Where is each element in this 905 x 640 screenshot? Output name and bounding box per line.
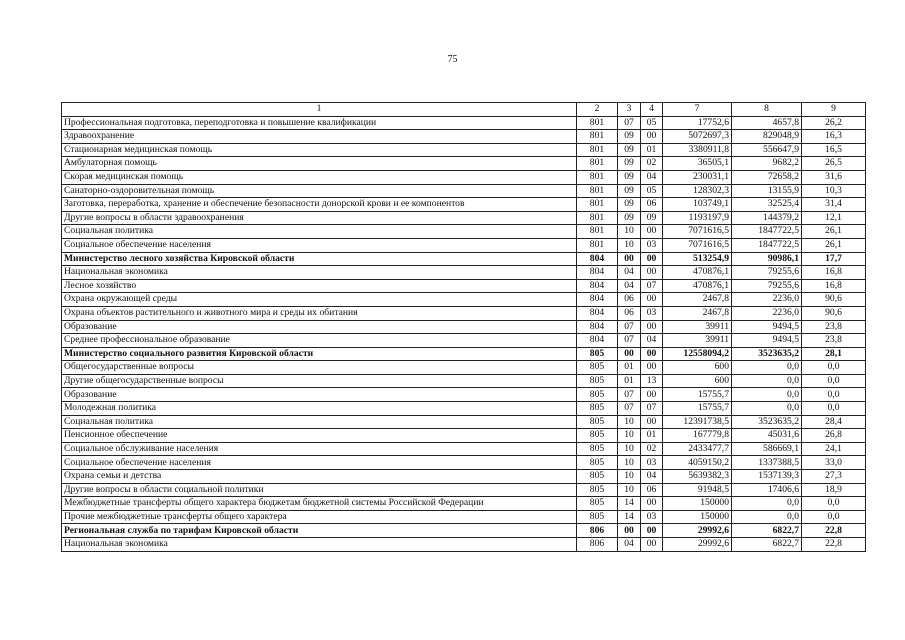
row-plan-cell: 29992,6: [663, 524, 732, 538]
row-code-cell: 801: [577, 143, 618, 157]
row-section-cell: 04: [618, 279, 641, 293]
row-plan-cell: 167779,8: [663, 429, 732, 443]
row-subsection-cell: 00: [641, 388, 663, 402]
row-section-cell: 01: [618, 374, 641, 388]
row-code-cell: 805: [577, 497, 618, 511]
row-percent-cell: 16,5: [802, 143, 866, 157]
row-actual-cell: 2236,0: [732, 293, 802, 307]
row-plan-cell: 17752,6: [663, 116, 732, 130]
row-percent-cell: 90,6: [802, 293, 866, 307]
row-subsection-cell: 00: [641, 497, 663, 511]
row-section-cell: 07: [618, 116, 641, 130]
row-percent-cell: 26,8: [802, 429, 866, 443]
table-row: [62, 225, 866, 239]
row-actual-cell: 9494,5: [732, 320, 802, 334]
row-name-cell: Национальная экономика: [62, 266, 577, 280]
row-section-cell: 10: [618, 429, 641, 443]
row-percent-cell: 33,0: [802, 456, 866, 470]
table-row: [62, 116, 866, 130]
row-plan-cell: 513254,9: [663, 252, 732, 266]
row-subsection-cell: 00: [641, 225, 663, 239]
row-percent-cell: 10,3: [802, 184, 866, 198]
row-code-cell: 801: [577, 184, 618, 198]
table-row: [62, 347, 866, 361]
row-subsection-cell: 13: [641, 374, 663, 388]
row-actual-cell: 9682,2: [732, 157, 802, 171]
row-section-cell: 04: [618, 538, 641, 552]
row-plan-cell: 3380911,8: [663, 143, 732, 157]
row-percent-cell: 0,0: [802, 402, 866, 416]
row-subsection-cell: 03: [641, 306, 663, 320]
row-code-cell: 801: [577, 116, 618, 130]
row-actual-cell: 4657,8: [732, 116, 802, 130]
row-name-cell: Социальное обслуживание населения: [62, 442, 577, 456]
row-code-cell: 801: [577, 198, 618, 212]
row-section-cell: 04: [618, 266, 641, 280]
row-actual-cell: 13155,9: [732, 184, 802, 198]
row-plan-cell: 600: [663, 374, 732, 388]
row-percent-cell: 31,4: [802, 198, 866, 212]
row-plan-cell: 39911: [663, 334, 732, 348]
row-actual-cell: 79255,6: [732, 266, 802, 280]
row-percent-cell: 16,3: [802, 130, 866, 144]
row-section-cell: 06: [618, 293, 641, 307]
row-actual-cell: 1537139,3: [732, 470, 802, 484]
row-percent-cell: 23,8: [802, 334, 866, 348]
row-section-cell: 10: [618, 442, 641, 456]
table-row: [62, 130, 866, 144]
row-actual-cell: 0,0: [732, 510, 802, 524]
row-section-cell: 14: [618, 510, 641, 524]
row-subsection-cell: 01: [641, 429, 663, 443]
row-percent-cell: 27,3: [802, 470, 866, 484]
row-section-cell: 10: [618, 456, 641, 470]
row-plan-cell: 39911: [663, 320, 732, 334]
row-code-cell: 804: [577, 279, 618, 293]
row-percent-cell: 22,8: [802, 538, 866, 552]
row-code-cell: 805: [577, 470, 618, 484]
row-actual-cell: 45031,6: [732, 429, 802, 443]
column-header: 7: [663, 103, 732, 117]
row-actual-cell: 3523635,2: [732, 415, 802, 429]
row-code-cell: 805: [577, 402, 618, 416]
column-header: 3: [618, 103, 641, 117]
row-section-cell: 09: [618, 157, 641, 171]
table-row: [62, 266, 866, 280]
row-name-cell: Профессиональная подготовка, переподготовка и повышение квалификации: [62, 116, 577, 130]
table-row: [62, 252, 866, 266]
row-name-cell: Среднее профессиональное образование: [62, 334, 577, 348]
row-name-cell: Амбулаторная помощь: [62, 157, 577, 171]
row-plan-cell: 4059150,2: [663, 456, 732, 470]
row-percent-cell: 31,6: [802, 170, 866, 184]
row-name-cell: Другие общегосударственные вопросы: [62, 374, 577, 388]
row-name-cell: Здравоохранение: [62, 130, 577, 144]
row-plan-cell: 2467,8: [663, 293, 732, 307]
row-code-cell: 801: [577, 225, 618, 239]
row-code-cell: 804: [577, 306, 618, 320]
row-section-cell: 07: [618, 402, 641, 416]
row-name-cell: Заготовка, переработка, хранение и обеспечение безопасности донорской крови и ее компонентов: [62, 198, 577, 212]
row-subsection-cell: 09: [641, 211, 663, 225]
row-subsection-cell: 03: [641, 456, 663, 470]
row-section-cell: 07: [618, 388, 641, 402]
row-subsection-cell: 01: [641, 143, 663, 157]
column-header: 2: [577, 103, 618, 117]
row-actual-cell: 1847722,5: [732, 238, 802, 252]
row-name-cell: Образование: [62, 388, 577, 402]
row-plan-cell: 470876,1: [663, 266, 732, 280]
table-row: [62, 524, 866, 538]
table-row: [62, 361, 866, 375]
row-code-cell: 805: [577, 388, 618, 402]
row-code-cell: 801: [577, 130, 618, 144]
table-row: [62, 429, 866, 443]
row-subsection-cell: 06: [641, 483, 663, 497]
row-name-cell: Охрана объектов растительного и животного мира и среды их обитания: [62, 306, 577, 320]
row-name-cell: Прочие межбюджетные трансферты общего характера: [62, 510, 577, 524]
table-row: [62, 388, 866, 402]
table-row: [62, 143, 866, 157]
row-percent-cell: 26,2: [802, 116, 866, 130]
table-row: [62, 184, 866, 198]
row-actual-cell: 1337388,5: [732, 456, 802, 470]
row-percent-cell: 0,0: [802, 497, 866, 511]
row-code-cell: 801: [577, 170, 618, 184]
row-percent-cell: 12,1: [802, 211, 866, 225]
row-subsection-cell: 04: [641, 470, 663, 484]
row-section-cell: 09: [618, 184, 641, 198]
row-subsection-cell: 00: [641, 538, 663, 552]
row-name-cell: Охрана семьи и детства: [62, 470, 577, 484]
row-code-cell: 804: [577, 266, 618, 280]
row-actual-cell: 0,0: [732, 374, 802, 388]
row-name-cell: Социальная политика: [62, 225, 577, 239]
row-name-cell: Санаторно-оздоровительная помощь: [62, 184, 577, 198]
row-plan-cell: 12558094,2: [663, 347, 732, 361]
budget-table: [61, 102, 866, 552]
row-actual-cell: 556647,9: [732, 143, 802, 157]
table-row: [62, 306, 866, 320]
row-plan-cell: 7071616,5: [663, 238, 732, 252]
row-name-cell: Молодежная политика: [62, 402, 577, 416]
row-actual-cell: 6822,7: [732, 524, 802, 538]
row-actual-cell: 0,0: [732, 402, 802, 416]
row-percent-cell: 26,5: [802, 157, 866, 171]
row-section-cell: 07: [618, 320, 641, 334]
row-name-cell: Пенсионное обеспечение: [62, 429, 577, 443]
row-name-cell: Социальная политика: [62, 415, 577, 429]
row-section-cell: 06: [618, 306, 641, 320]
row-section-cell: 10: [618, 470, 641, 484]
row-percent-cell: 0,0: [802, 374, 866, 388]
table-row: [62, 198, 866, 212]
row-plan-cell: 15755,7: [663, 388, 732, 402]
row-section-cell: 14: [618, 497, 641, 511]
table-row: [62, 170, 866, 184]
table-row: [62, 415, 866, 429]
row-section-cell: 00: [618, 252, 641, 266]
row-percent-cell: 0,0: [802, 361, 866, 375]
row-subsection-cell: 07: [641, 402, 663, 416]
row-name-cell: Скорая медицинская помощь: [62, 170, 577, 184]
table-row: [62, 402, 866, 416]
row-section-cell: 09: [618, 198, 641, 212]
row-percent-cell: 18,9: [802, 483, 866, 497]
row-code-cell: 804: [577, 252, 618, 266]
row-actual-cell: 79255,6: [732, 279, 802, 293]
row-section-cell: 10: [618, 415, 641, 429]
table-row: [62, 238, 866, 252]
row-percent-cell: 90,6: [802, 306, 866, 320]
row-name-cell: Образование: [62, 320, 577, 334]
row-plan-cell: 150000: [663, 497, 732, 511]
row-name-cell: Общегосударственные вопросы: [62, 361, 577, 375]
row-actual-cell: 2236,0: [732, 306, 802, 320]
row-subsection-cell: 04: [641, 170, 663, 184]
row-subsection-cell: 00: [641, 293, 663, 307]
row-name-cell: Социальное обеспечение населения: [62, 238, 577, 252]
row-actual-cell: 1847722,5: [732, 225, 802, 239]
row-code-cell: 805: [577, 374, 618, 388]
row-plan-cell: 15755,7: [663, 402, 732, 416]
page-number: 75: [447, 54, 458, 65]
row-code-cell: 805: [577, 456, 618, 470]
row-percent-cell: 17,7: [802, 252, 866, 266]
row-code-cell: 801: [577, 211, 618, 225]
row-plan-cell: 600: [663, 361, 732, 375]
row-code-cell: 801: [577, 238, 618, 252]
row-section-cell: 10: [618, 225, 641, 239]
row-percent-cell: 0,0: [802, 388, 866, 402]
row-section-cell: 00: [618, 347, 641, 361]
table-row: [62, 320, 866, 334]
row-actual-cell: 586669,1: [732, 442, 802, 456]
row-percent-cell: 26,1: [802, 225, 866, 239]
row-name-cell: Лесное хозяйство: [62, 279, 577, 293]
row-subsection-cell: 00: [641, 320, 663, 334]
row-actual-cell: 0,0: [732, 388, 802, 402]
table-row: [62, 293, 866, 307]
row-percent-cell: 16,8: [802, 279, 866, 293]
row-plan-cell: 230031,1: [663, 170, 732, 184]
row-code-cell: 805: [577, 483, 618, 497]
row-section-cell: 10: [618, 238, 641, 252]
row-actual-cell: 72658,2: [732, 170, 802, 184]
row-code-cell: 801: [577, 157, 618, 171]
row-name-cell: Региональная служба по тарифам Кировской области: [62, 524, 577, 538]
row-actual-cell: 6822,7: [732, 538, 802, 552]
row-subsection-cell: 03: [641, 238, 663, 252]
column-header: 1: [62, 103, 577, 117]
row-plan-cell: 7071616,5: [663, 225, 732, 239]
table-row: [62, 157, 866, 171]
row-subsection-cell: 05: [641, 116, 663, 130]
row-name-cell: Социальное обеспечение населения: [62, 456, 577, 470]
row-section-cell: 07: [618, 334, 641, 348]
row-plan-cell: 2467,8: [663, 306, 732, 320]
row-code-cell: 804: [577, 293, 618, 307]
row-name-cell: Межбюджетные трансферты общего характера бюджетам бюджетной системы Российской Федерации: [62, 497, 577, 511]
row-actual-cell: 0,0: [732, 361, 802, 375]
row-section-cell: 00: [618, 524, 641, 538]
row-plan-cell: 12391738,5: [663, 415, 732, 429]
row-actual-cell: 829048,9: [732, 130, 802, 144]
row-subsection-cell: 04: [641, 334, 663, 348]
row-plan-cell: 29992,6: [663, 538, 732, 552]
row-plan-cell: 103749,1: [663, 198, 732, 212]
row-code-cell: 805: [577, 429, 618, 443]
row-subsection-cell: 00: [641, 361, 663, 375]
row-subsection-cell: 02: [641, 157, 663, 171]
table-row: [62, 538, 866, 552]
row-code-cell: 804: [577, 320, 618, 334]
row-subsection-cell: 03: [641, 510, 663, 524]
row-plan-cell: 470876,1: [663, 279, 732, 293]
row-name-cell: Стационарная медицинская помощь: [62, 143, 577, 157]
row-section-cell: 10: [618, 483, 641, 497]
row-name-cell: Другие вопросы в области социальной политики: [62, 483, 577, 497]
row-plan-cell: 91948,5: [663, 483, 732, 497]
row-subsection-cell: 00: [641, 415, 663, 429]
row-code-cell: 805: [577, 442, 618, 456]
table-row: [62, 334, 866, 348]
row-actual-cell: 9494,5: [732, 334, 802, 348]
row-percent-cell: 28,4: [802, 415, 866, 429]
row-subsection-cell: 06: [641, 198, 663, 212]
row-actual-cell: 144379,2: [732, 211, 802, 225]
row-subsection-cell: 05: [641, 184, 663, 198]
row-code-cell: 805: [577, 347, 618, 361]
row-code-cell: 805: [577, 361, 618, 375]
row-actual-cell: 0,0: [732, 497, 802, 511]
row-section-cell: 09: [618, 130, 641, 144]
row-plan-cell: 5072697,3: [663, 130, 732, 144]
row-subsection-cell: 00: [641, 266, 663, 280]
table-row: [62, 470, 866, 484]
row-code-cell: 805: [577, 415, 618, 429]
row-subsection-cell: 00: [641, 252, 663, 266]
column-header: 4: [641, 103, 663, 117]
table-row: [62, 497, 866, 511]
row-percent-cell: 26,1: [802, 238, 866, 252]
table-row: [62, 456, 866, 470]
row-plan-cell: 2433477,7: [663, 442, 732, 456]
row-name-cell: Другие вопросы в области здравоохранения: [62, 211, 577, 225]
row-subsection-cell: 07: [641, 279, 663, 293]
row-section-cell: 09: [618, 211, 641, 225]
row-code-cell: 805: [577, 510, 618, 524]
table-row: [62, 510, 866, 524]
row-plan-cell: 5639382,3: [663, 470, 732, 484]
row-percent-cell: 23,8: [802, 320, 866, 334]
row-actual-cell: 17406,6: [732, 483, 802, 497]
row-subsection-cell: 02: [641, 442, 663, 456]
table-row: [62, 374, 866, 388]
row-code-cell: 806: [577, 538, 618, 552]
row-section-cell: 01: [618, 361, 641, 375]
row-subsection-cell: 00: [641, 130, 663, 144]
row-code-cell: 806: [577, 524, 618, 538]
table-row: [62, 442, 866, 456]
row-subsection-cell: 00: [641, 524, 663, 538]
table-row: [62, 211, 866, 225]
column-header: 9: [802, 103, 866, 117]
row-name-cell: Охрана окружающей среды: [62, 293, 577, 307]
row-percent-cell: 16,8: [802, 266, 866, 280]
row-percent-cell: 28,1: [802, 347, 866, 361]
row-percent-cell: 24,1: [802, 442, 866, 456]
table-body: [62, 116, 866, 551]
row-code-cell: 804: [577, 334, 618, 348]
row-actual-cell: 90986,1: [732, 252, 802, 266]
row-actual-cell: 3523635,2: [732, 347, 802, 361]
row-plan-cell: 128302,3: [663, 184, 732, 198]
row-name-cell: Министерство лесного хозяйства Кировской области: [62, 252, 577, 266]
table-header-row: [62, 103, 866, 117]
row-subsection-cell: 00: [641, 347, 663, 361]
row-percent-cell: 22,8: [802, 524, 866, 538]
row-plan-cell: 1193197,9: [663, 211, 732, 225]
row-actual-cell: 32525,4: [732, 198, 802, 212]
row-section-cell: 09: [618, 170, 641, 184]
table-row: [62, 483, 866, 497]
row-section-cell: 09: [618, 143, 641, 157]
row-name-cell: Национальная экономика: [62, 538, 577, 552]
row-percent-cell: 0,0: [802, 510, 866, 524]
row-plan-cell: 150000: [663, 510, 732, 524]
table-row: [62, 279, 866, 293]
column-header: 8: [732, 103, 802, 117]
row-name-cell: Министерство социального развития Кировской области: [62, 347, 577, 361]
row-plan-cell: 36505,1: [663, 157, 732, 171]
